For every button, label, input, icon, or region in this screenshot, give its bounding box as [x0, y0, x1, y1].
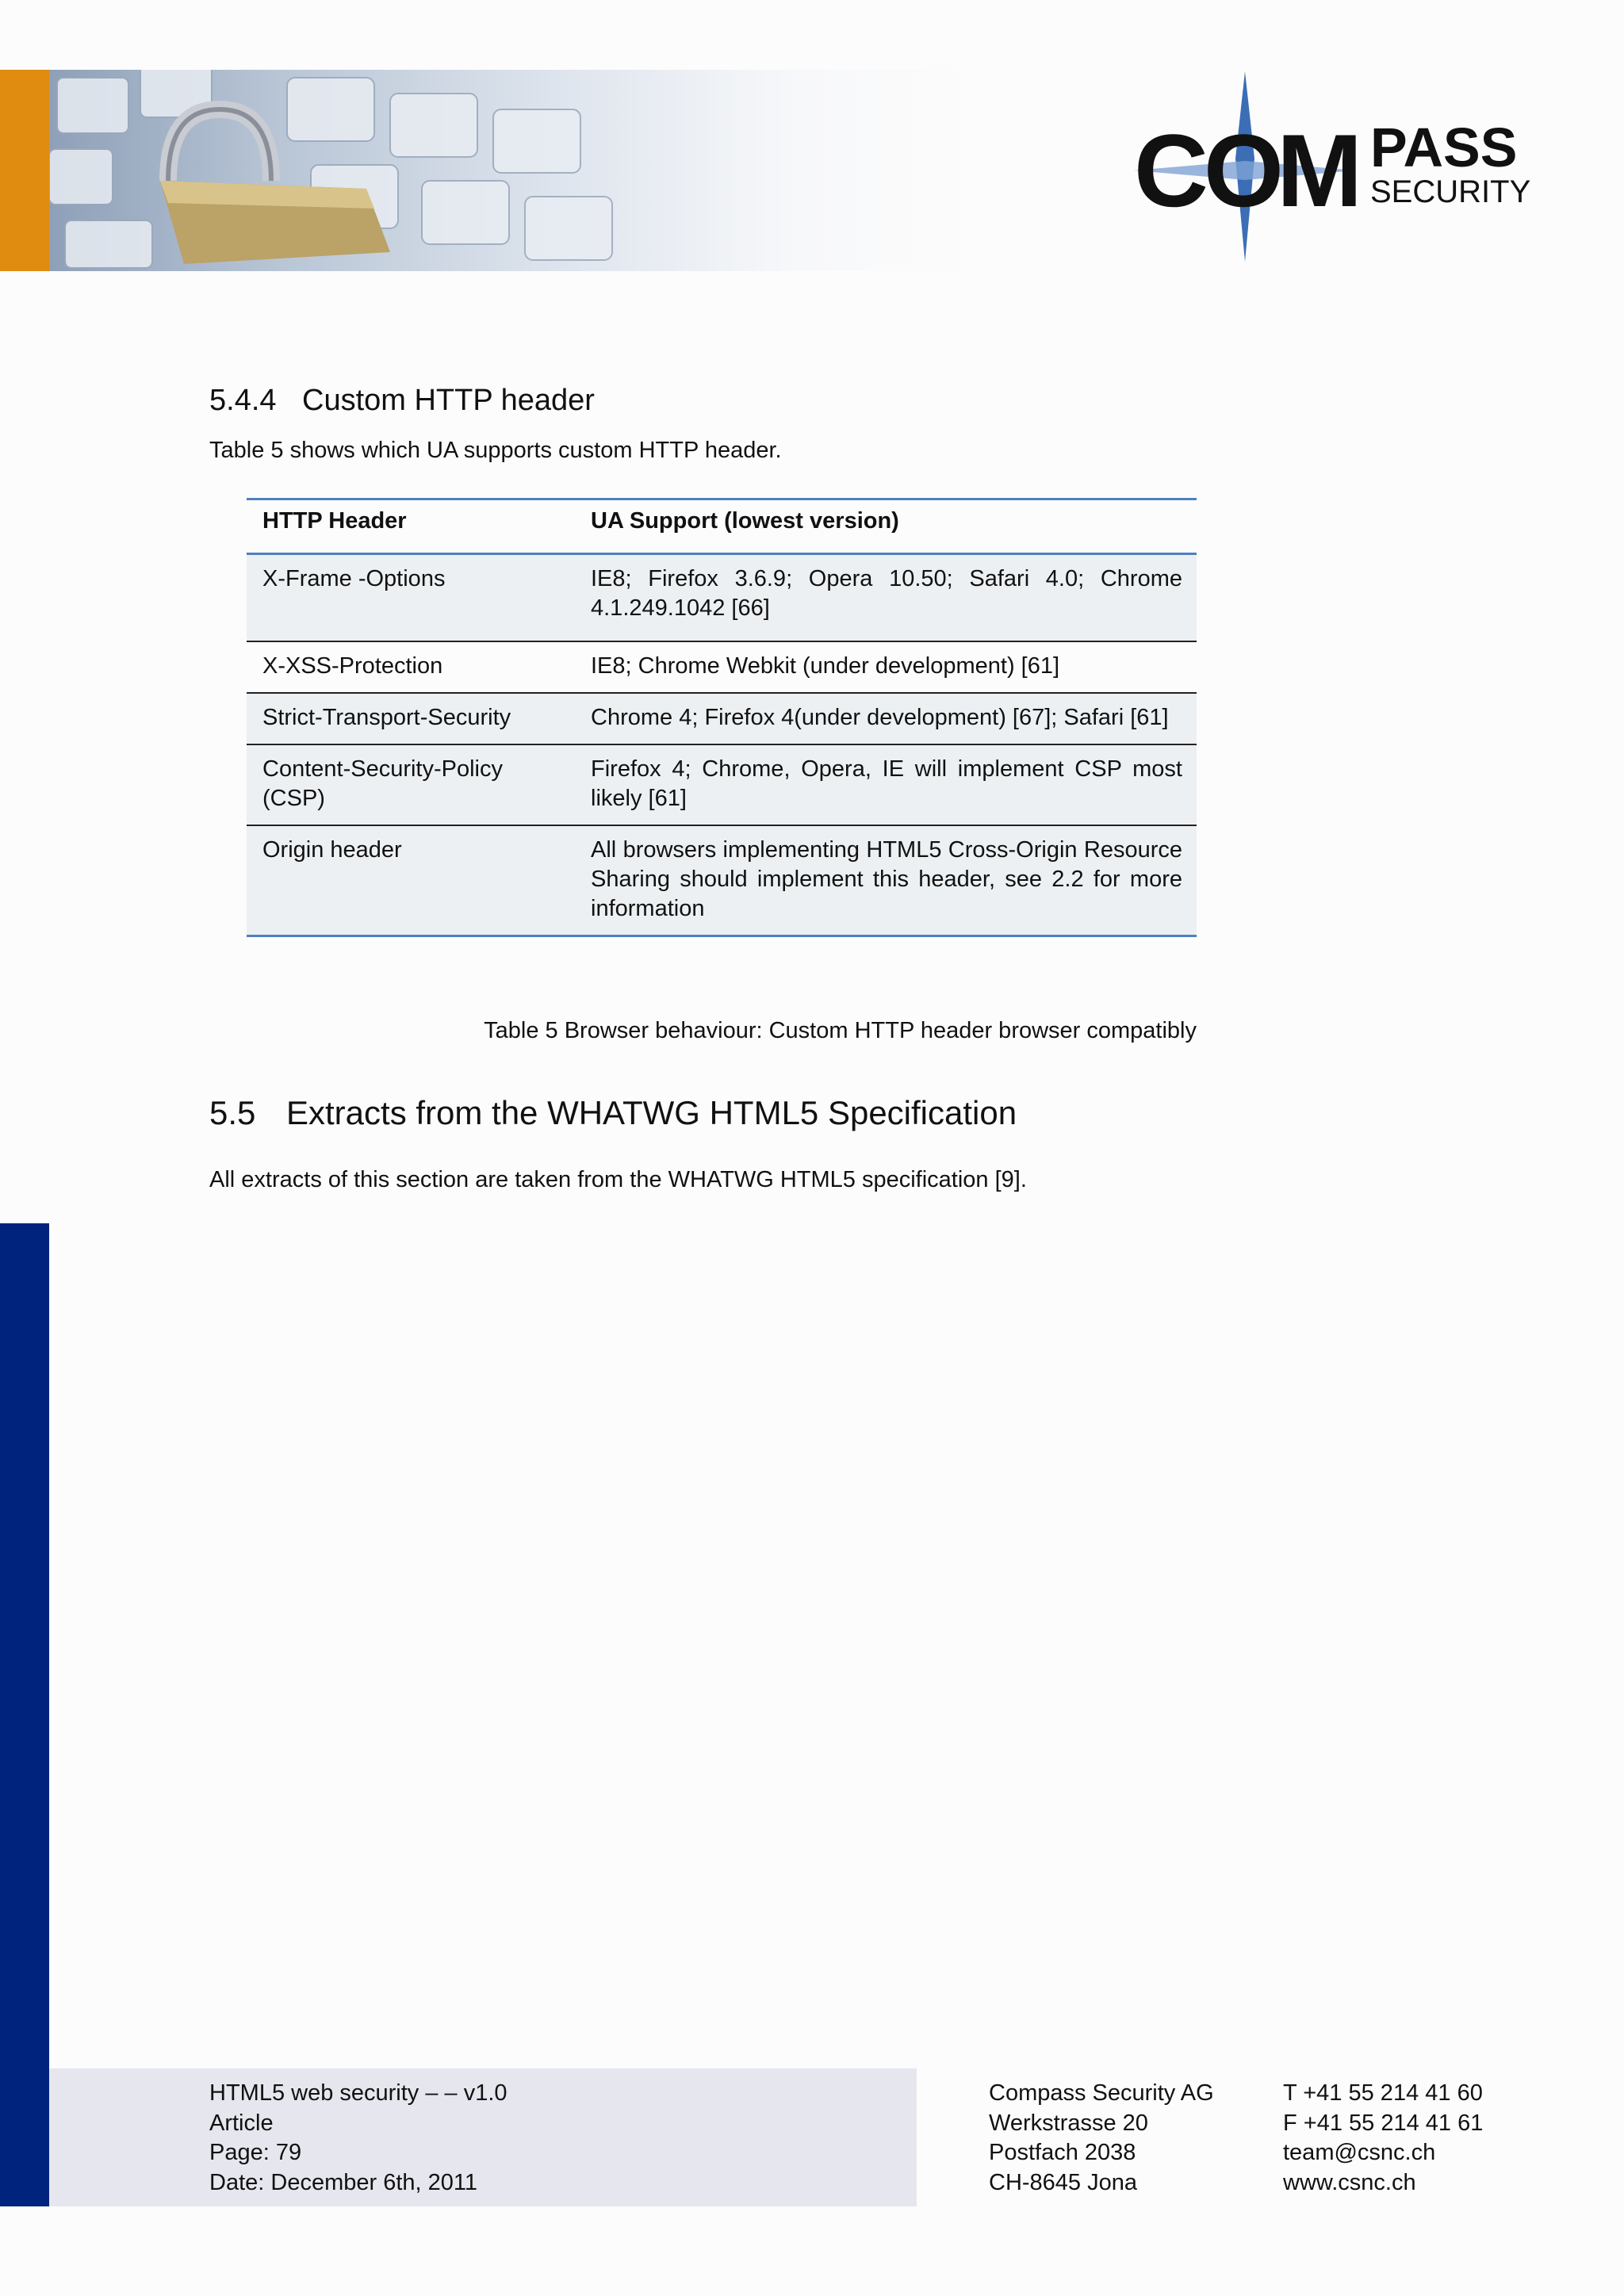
table-row — [247, 641, 1197, 693]
header-accent-bar — [0, 70, 49, 271]
table-header-row — [247, 499, 1197, 554]
support-cell: IE8; Chrome Webkit (under development) [61] — [591, 653, 1060, 679]
support-cell: IE8; Firefox 3.6.9; Opera 10.50; Safari 4.0; Chrome 4.1.249.1042 [66] — [575, 554, 1197, 642]
header-cell: Origin header — [247, 825, 575, 936]
footer-city: CH-8645 Jona — [989, 2169, 1137, 2195]
svg-text:M: M — [1277, 113, 1363, 228]
footer-date: Date: December 6th, 2011 — [209, 2169, 477, 2195]
header-cell: Strict-Transport-Security — [247, 693, 575, 744]
section-title: Custom HTTP header — [302, 384, 595, 417]
support-cell: All browsers implementing HTML5 Cross-Origin Resource Sharing should implement this header, see 2.2 for more information — [575, 825, 1197, 936]
column-header-ua-support: UA Support (lowest version) — [575, 499, 1197, 554]
header-cell: X-XSS-Protection — [262, 653, 443, 679]
support-cell: Chrome 4; Firefox 4(under development) [67]; Safari [61] — [575, 693, 1197, 744]
keyboard-padlock-image — [49, 70, 763, 271]
footer-document-info — [209, 2079, 508, 2198]
header-cell: X-Frame -Options — [247, 554, 575, 642]
footer-contact — [1283, 2079, 1483, 2198]
header-banner-image — [49, 70, 985, 271]
svg-text:CO: CO — [1134, 113, 1279, 228]
footer-page-number: Page: 79 — [209, 2140, 302, 2165]
svg-text:PASS: PASS — [1370, 117, 1518, 178]
table-row — [247, 693, 1197, 744]
section-number: 5.5 — [209, 1094, 256, 1131]
table-row — [247, 825, 1197, 936]
side-accent-bar — [0, 1223, 49, 2206]
footer-doc-title: HTML5 web security – – v1.0 — [209, 2080, 508, 2106]
footer-website-link[interactable]: www.csnc.ch — [1283, 2169, 1416, 2195]
footer-doc-type: Article — [209, 2110, 274, 2136]
support-cell: Firefox 4; Chrome, Opera, IE will implement CSP most likely [61] — [575, 744, 1197, 825]
section-title: Extracts from the WHATWG HTML5 Specification — [286, 1094, 1017, 1131]
compass-security-logo — [1118, 63, 1546, 277]
ua-support-table — [247, 498, 1197, 937]
header-cell: Content-Security-Policy (CSP) — [247, 744, 575, 825]
section-heading-5-5 — [209, 1094, 1017, 1132]
table-row — [247, 554, 1197, 642]
footer-postbox: Postfach 2038 — [989, 2140, 1136, 2165]
section-number: 5.4.4 — [209, 384, 277, 417]
footer-address — [989, 2079, 1214, 2198]
footer-phone: T +41 55 214 41 60 — [1283, 2080, 1483, 2106]
footer-street: Werkstrasse 20 — [989, 2110, 1148, 2136]
footer-fax: F +41 55 214 41 61 — [1283, 2110, 1484, 2136]
section-paragraph: All extracts of this section are taken from the WHATWG HTML5 specification [9]. — [209, 1167, 1027, 1192]
table-row — [247, 744, 1197, 825]
column-header-http-header: HTTP Header — [247, 499, 575, 554]
table-caption: Table 5 Browser behaviour: Custom HTTP header browser compatibly — [484, 1018, 1197, 1043]
svg-text:SECURITY: SECURITY — [1370, 174, 1531, 209]
intro-text: Table 5 shows which UA supports custom HTTP header. — [209, 438, 782, 463]
footer-email-link[interactable]: team@csnc.ch — [1283, 2140, 1436, 2165]
section-heading-5-4-4 — [209, 384, 595, 418]
footer-company: Compass Security AG — [989, 2080, 1214, 2106]
